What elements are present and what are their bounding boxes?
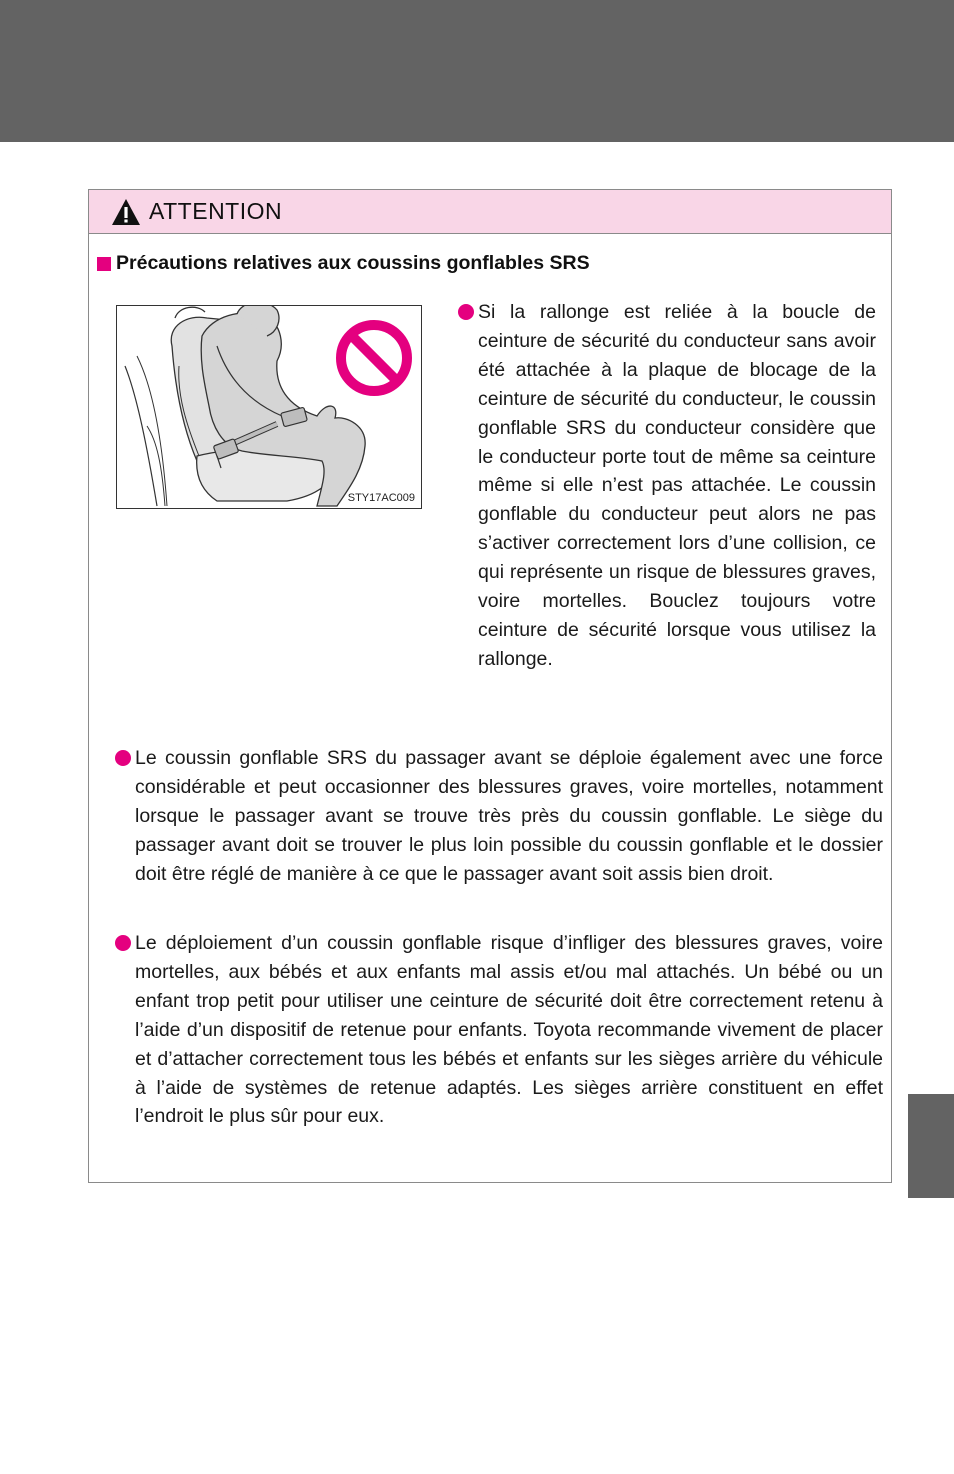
- square-bullet-icon: [97, 257, 111, 271]
- circle-bullet-icon: [115, 935, 131, 951]
- circle-bullet-icon: [115, 750, 131, 766]
- driver-seat-drawing: [117, 306, 422, 509]
- caution-header: [89, 190, 891, 234]
- bullet-text: Le coussin gonflable SRS du passager avant se déploie également avec une force considérable et peut occasionner des blessures graves, voire mortelles, notamment lorsque le passager avant se trouve très près du coussin gonflable. Le siège du passager avant doit se trouver le plus loin possible du coussin gonflable et le dossier doit être réglé de manière à ce que le passager avant soit assis bien droit.: [135, 747, 883, 885]
- prohibition-icon: [341, 325, 407, 391]
- bullet-text: Le déploiement d’un coussin gonflable risque d’infliger des blessures graves, voire mortelles, aux bébés et aux enfants mal assis et/ou mal attachés. Un bébé ou un enfant trop petit pour utiliser une ceinture de sécurité doit être correctement retenu à l’aide d’un dispositif de retenue pour enfants. Toyota recommande vivement de placer et d’attacher correctement tous les bébés et enfants sur les sièges arrière du véhicule à l’aide de systèmes de retenue adaptés. Les sièges arrière constituent en effet l’endroit le plus sûr pour eux.: [135, 932, 883, 1128]
- bullet-item-passenger: [115, 744, 883, 889]
- seatbelt-illustration: [116, 305, 422, 509]
- section-heading: [97, 252, 590, 275]
- bullet-item-children: [115, 929, 883, 1131]
- chapter-side-tab: [908, 1094, 954, 1198]
- caution-title: ATTENTION: [149, 198, 283, 224]
- section-heading-text: Précautions relatives aux coussins gonflables SRS: [116, 252, 590, 274]
- circle-bullet-icon: [458, 304, 474, 320]
- illustration-code: STY17AC009: [347, 492, 415, 504]
- top-header-band: [0, 0, 954, 142]
- bullet-text: Si la rallonge est reliée à la boucle de ceinture de sécurité du conducteur sans avoir été attachée à la plaque de blocage de la ceinture de sécurité du conducteur, le coussin gonflable SRS du conducteur considère que le conducteur porte tout de même sa ceinture même si elle n’est pas attachée. Le coussin gonflable du conducteur peut alors ne pas s’activer correctement lors d’une collision, ce qui représente un risque de blessures graves, voire mortelles. Bouclez toujours votre ceinture de sécurité lorsque vous utilisez la rallonge.: [478, 301, 876, 670]
- caution-box: [88, 189, 892, 1183]
- bullet-item-extender: [458, 298, 876, 674]
- warning-triangle-icon: [111, 198, 141, 226]
